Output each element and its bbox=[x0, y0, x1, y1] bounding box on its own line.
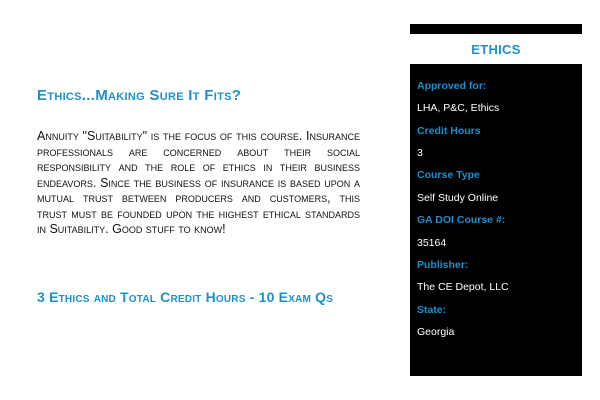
credit-hours-label: Credit Hours bbox=[417, 125, 481, 137]
state-value: Georgia bbox=[417, 326, 455, 338]
course-number-value: 35164 bbox=[417, 237, 447, 249]
publisher-value: The CE Depot, LLC bbox=[417, 281, 509, 293]
publisher-label: Publisher: bbox=[417, 259, 469, 271]
sidebar-top-bar bbox=[410, 24, 582, 34]
approved-for-value: LHA, P&C, Ethics bbox=[417, 102, 500, 114]
sidebar-heading: ETHICS bbox=[410, 34, 582, 64]
course-number-label: GA DOI Course #: bbox=[417, 214, 506, 226]
credit-hours-summary: 3 Ethics and Total Credit Hours - 10 Exam Qs bbox=[37, 289, 334, 305]
course-info-panel bbox=[410, 64, 582, 376]
credit-hours-value: 3 bbox=[417, 147, 423, 159]
course-type-value: Self Study Online bbox=[417, 192, 499, 204]
course-description: Annuity "Suitability" is the focus of this course. Insurance professionals are concerned about their social responsibility and the role of ethics in their business endeavors. Since the business of insurance is based upon a mutual trust between producers and customers, this trust must be founded upon the highest ethical standards in Suitability. Good stuff to know! bbox=[37, 129, 360, 236]
course-type-label: Course Type bbox=[417, 169, 480, 181]
approved-for-label: Approved for: bbox=[417, 80, 487, 92]
state-label: State: bbox=[417, 304, 447, 316]
course-title: Ethics...Making Sure It Fits? bbox=[37, 87, 242, 104]
